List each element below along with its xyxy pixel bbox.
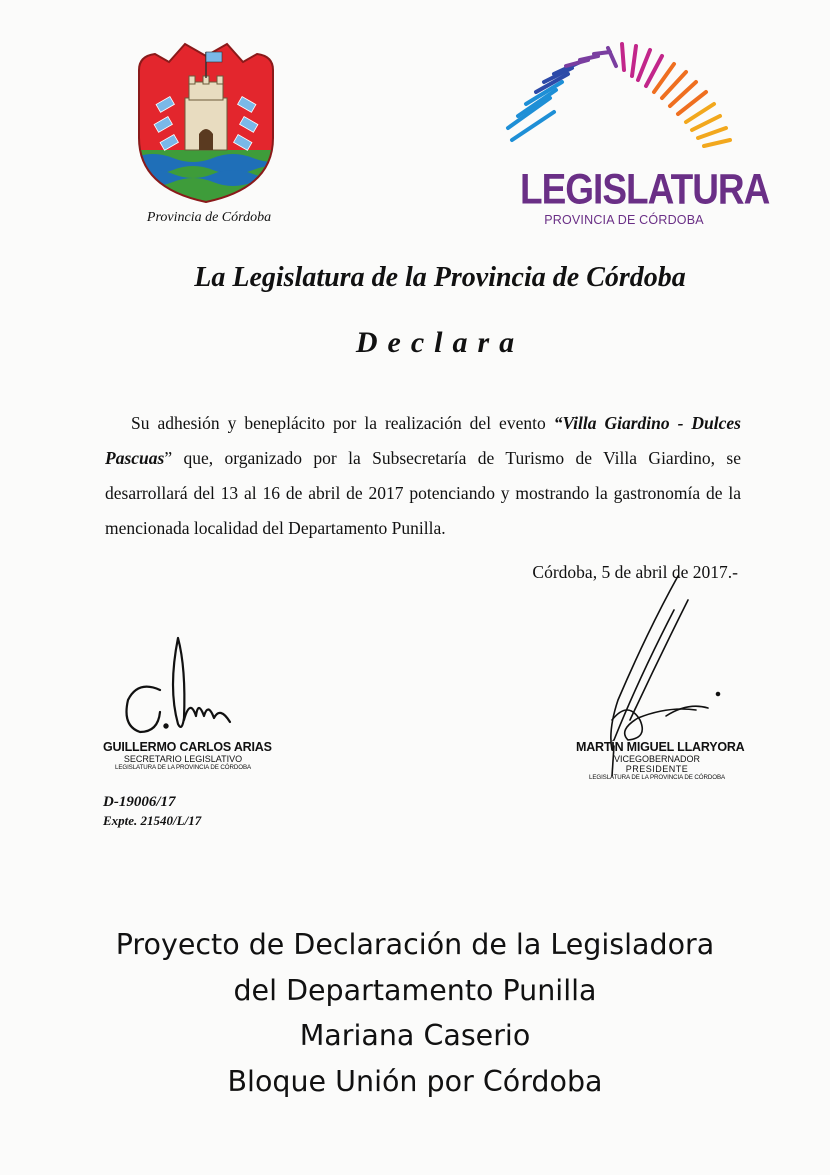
legislatura-fan-logo (498, 30, 748, 170)
declara-heading: Declara (355, 326, 525, 359)
right-signatory-block (576, 740, 745, 781)
event-name: “Villa Giardino - Dulces Pascuas (105, 413, 741, 468)
declaration-number: D-19006/17 (103, 794, 176, 810)
right-signatory-name: MARTÍN MIGUEL LLARYORA (576, 740, 745, 754)
footer-line-1: Proyecto de Declaración de la Legisladora (115, 928, 715, 961)
body-rest: ” que, organizado por la Subsecretaría de Turismo de Villa Giardino, se desarrollará del 13 al 16 de abril de 2017 potenciando y mostrando la gastronomía de la mencionada localidad del Departamento Punilla. (105, 448, 741, 538)
file-number: Expte. 21540/L/17 (103, 813, 202, 828)
province-label: Provincia de Córdoba (146, 210, 272, 225)
document-references (103, 794, 201, 829)
left-signatory-role: SECRETARIO LEGISLATIVO (123, 754, 243, 764)
province-coat-of-arms-logo (133, 38, 279, 206)
body-intro: Su adhesión y beneplácito por la realización del evento (131, 413, 554, 433)
left-signatory-block (103, 740, 272, 771)
footer-line-3: Mariana Caserio (299, 1019, 531, 1052)
place-and-date: Córdoba, 5 de abril de 2017.- (532, 562, 738, 582)
declaration-body (105, 406, 741, 546)
document-title: La Legislatura de la Provincia de Córdoba (194, 262, 686, 293)
legislatura-logo-subtitle: PROVINCIA DE CÓRDOBA (544, 213, 704, 227)
right-signatory-role2: PRESIDENTE (625, 764, 689, 774)
right-signatory-org: LEGISLATURA DE LA PROVINCIA DE CÓRDOBA (588, 774, 726, 781)
left-signatory-org: LEGISLATURA DE LA PROVINCIA DE CÓRDOBA (114, 764, 252, 771)
right-signatory-role1: VICEGOBERNADOR (613, 754, 700, 764)
footer-line-2: del Departamento Punilla (233, 973, 597, 1007)
signature-left (98, 628, 248, 740)
left-signatory-name: GUILLERMO CARLOS ARIAS (103, 740, 272, 754)
project-footer (0, 922, 830, 1104)
legislatura-logo-word: LEGISLATURA (520, 165, 770, 213)
footer-line-4: Bloque Unión por Córdoba (227, 1064, 603, 1098)
